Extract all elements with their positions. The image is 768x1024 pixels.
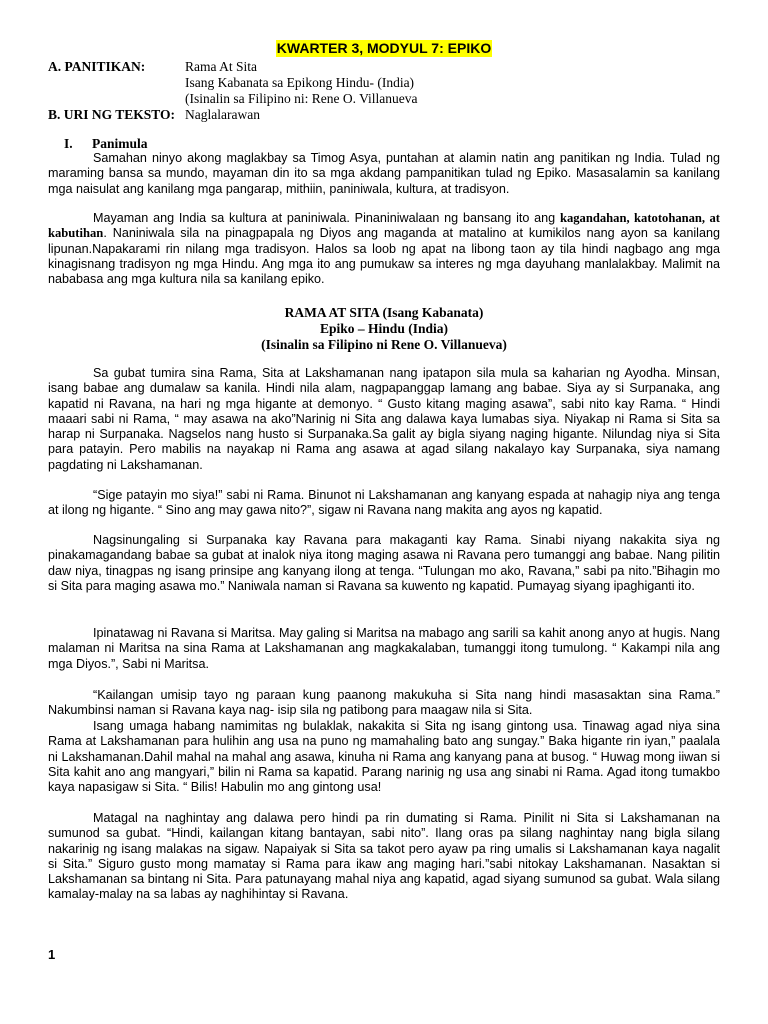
story-genre: Epiko – Hindu (India) bbox=[320, 321, 448, 336]
uri-value: Naglalarawan bbox=[185, 107, 260, 122]
intro-p2-text: Mayaman ang India sa kultura at paniniwala. Pinaniniwalaan ng bansang ito ang bbox=[93, 211, 560, 225]
panitikan-label: A. PANITIKAN: bbox=[48, 59, 146, 74]
panitikan-translator: (Isinalin sa Filipino ni: Rene O. Villanueva bbox=[185, 91, 418, 106]
section-title: Panimula bbox=[92, 136, 148, 151]
section-heading bbox=[64, 136, 148, 152]
intro-paragraph-2 bbox=[48, 211, 720, 287]
section-number: I. bbox=[64, 136, 73, 151]
story-paragraph-4: Ipinatawag ni Ravana si Maritsa. May galing si Maritsa na mabago ang sarili sa kahit anong anyo at hugis. Nang malaman ni Maritsa na sina Rama at Lakshamanan ang magkakalaban, tumanggi itong tumulong. “ Kakampi nila ang mga Diyos.”, Sabi ni Maritsa. bbox=[48, 626, 720, 671]
intro-p2-text-2: . Naniniwala sila na pinagpapala ng Diyos ang maganda at matalino at kumikilos nang ayon sa kanilang lipunan.Napakarami rin nilang mga tradisyon. Halos sa loob ng apat na libong taon ay tila hindi nagbago ang mga kinagisnang tradisyon ng mga Hindu. Ang mga ito ang pumukaw sa interes ng mga dayuhang manlalakbay. Malimit na nababasa ang mga kultura nila sa kanilang epiko. bbox=[48, 226, 720, 287]
uri-label: B. URI NG TEKSTO: bbox=[48, 107, 176, 122]
story-translator: (Isinalin sa Filipino ni Rene O. Villanueva) bbox=[261, 337, 507, 352]
intro-paragraph-1: Samahan ninyo akong maglakbay sa Timog Asya, puntahan at alamin natin ang panitikan ng India. Tulad ng maraming bansa sa mundo, mayaman din ito sa mga akdang pampanitikan tulad ng Epiko. Masasalamin sa kanilang mga naisulat ang kanilang mga pangarap, mithiin, paniniwala, kultura, at tradisyon. bbox=[48, 151, 720, 196]
module-title: KWARTER 3, MODYUL 7: EPIKO bbox=[276, 40, 492, 56]
page-number: 1 bbox=[48, 947, 56, 962]
panitikan-subtitle: Isang Kabanata sa Epikong Hindu- (India) bbox=[185, 75, 415, 90]
story-title: RAMA AT SITA (Isang Kabanata) bbox=[284, 305, 484, 320]
panitikan-title: Rama At Sita bbox=[185, 59, 257, 74]
story-paragraph-2: “Sige patayin mo siya!” sabi ni Rama. Binunot ni Lakshamanan ang kanyang espada at nahagip niya ang tenga at ilong ng higante. “ Sino ang may gawa nito?”, sigaw ni Ravana nang makita ang ayos ng kapatid. bbox=[48, 488, 720, 518]
story-paragraph-3: Nagsinungaling si Surpanaka kay Ravana para makaganti kay Rama. Sinabi niyang nakakita siya ng pinakamagandang babae sa gubat at inalok niya itong maging asawa ni Ravana pero tumanggi ang babae. Nang pilitin daw niya, tinagpas ng isang prinsipe ang kanyang ilong at tenga. “Tulungan mo ako, Ravana,” sabi pa nito.”Bihagin mo si Sita para maging asawa mo.” Naniwala naman si Ravana sa kuwento ng kapatid. Pumayag siyang ipaghiganti ito. bbox=[48, 533, 720, 593]
story-paragraph-7: Matagal na naghintay ang dalawa pero hindi pa rin dumating si Rama. Pinilit ni Sita si Lakshamanan na sumunod sa gubat. “Hindi, kailangan kitang bantayan, sabi nito”. Ilang oras pa silang naghintay nang bigla silang nakarinig ng isang malakas na sigaw. Napaiyak si Sita sa takot pero ayaw pa ring umalis si Lakshamanan kaya nagalit si Sita.” Siguro gusto mong mamatay si Rama para ikaw ang maging hari.”sabi nitokay Lakshamanan. Nasaktan si Lakshamanan sa bintang ni Sita. Para patunayang mahal niya ang kapatid, agad siyang sumunod sa gubat. Wala silang kamalay-malay na sa labas ay naghihintay si Ravana. bbox=[48, 811, 720, 902]
story-paragraph-1: Sa gubat tumira sina Rama, Sita at Lakshamanan nang ipatapon sila mula sa kaharian ng Ayodha. Minsan, isang babae ang dumalaw sa kanila. Hindi nila alam, nagpapanggap lamang ang babae. Siya ay si Surpanaka, ang kapatid ni Ravana, na hari ng mga higante at demonyo. “ Gusto kitang maging asawa”, sabi nito kay Rama. “ Hindi maaari sabi ni Rama, “ may asawa na ako”Narinig ni Sita ang dalawa kaya lumabas siya. Niyakap ni Rama si Sita sa harap ni Surpanaka. Nagselos nang husto si Surpanaka.Sa galit ay bigla siyang naging higante. Nilundag niya si Sita para patayin. Pero mabilis na nayakap ni Rama ang asawa at agad silang nakalayo kay Surpanaka, siya namang pagdating ni Lakshamanan. bbox=[48, 366, 720, 472]
story-paragraph-5: “Kailangan umisip tayo ng paraan kung paanong makukuha si Sita nang hindi masasaktan sina Rama.” Nakumbinsi naman si Ravana kaya nag- isip sila ng patibong para maagaw nila si Sita. bbox=[48, 688, 720, 718]
intro-p2-bold: kagandahan, katotohanan, at kabutihan bbox=[48, 211, 720, 241]
story-paragraph-6: Isang umaga habang namimitas ng bulaklak, nakakita si Sita ng isang gintong usa. Tinawag agad niya sina Rama at Lakshamanan para hulihin ang usa na puno ng mamahaling bato ang sungay.” Baka higante rin iyan,” paalala ni Lakshamanan.Dahil mahal na mahal ang asawa, kinuha ni Rama ang kanyang pana at busog. “ Huwag mong iiwan si Sita kahit ano ang mangyari,” bilin ni Rama sa kapatid. Parang narinig ng usa ang sinabi ni Rama. Agad itong tumakbo kaya napasigaw si Sita. “ Bilis! Habulin mo ang gintong usa! bbox=[48, 719, 720, 795]
